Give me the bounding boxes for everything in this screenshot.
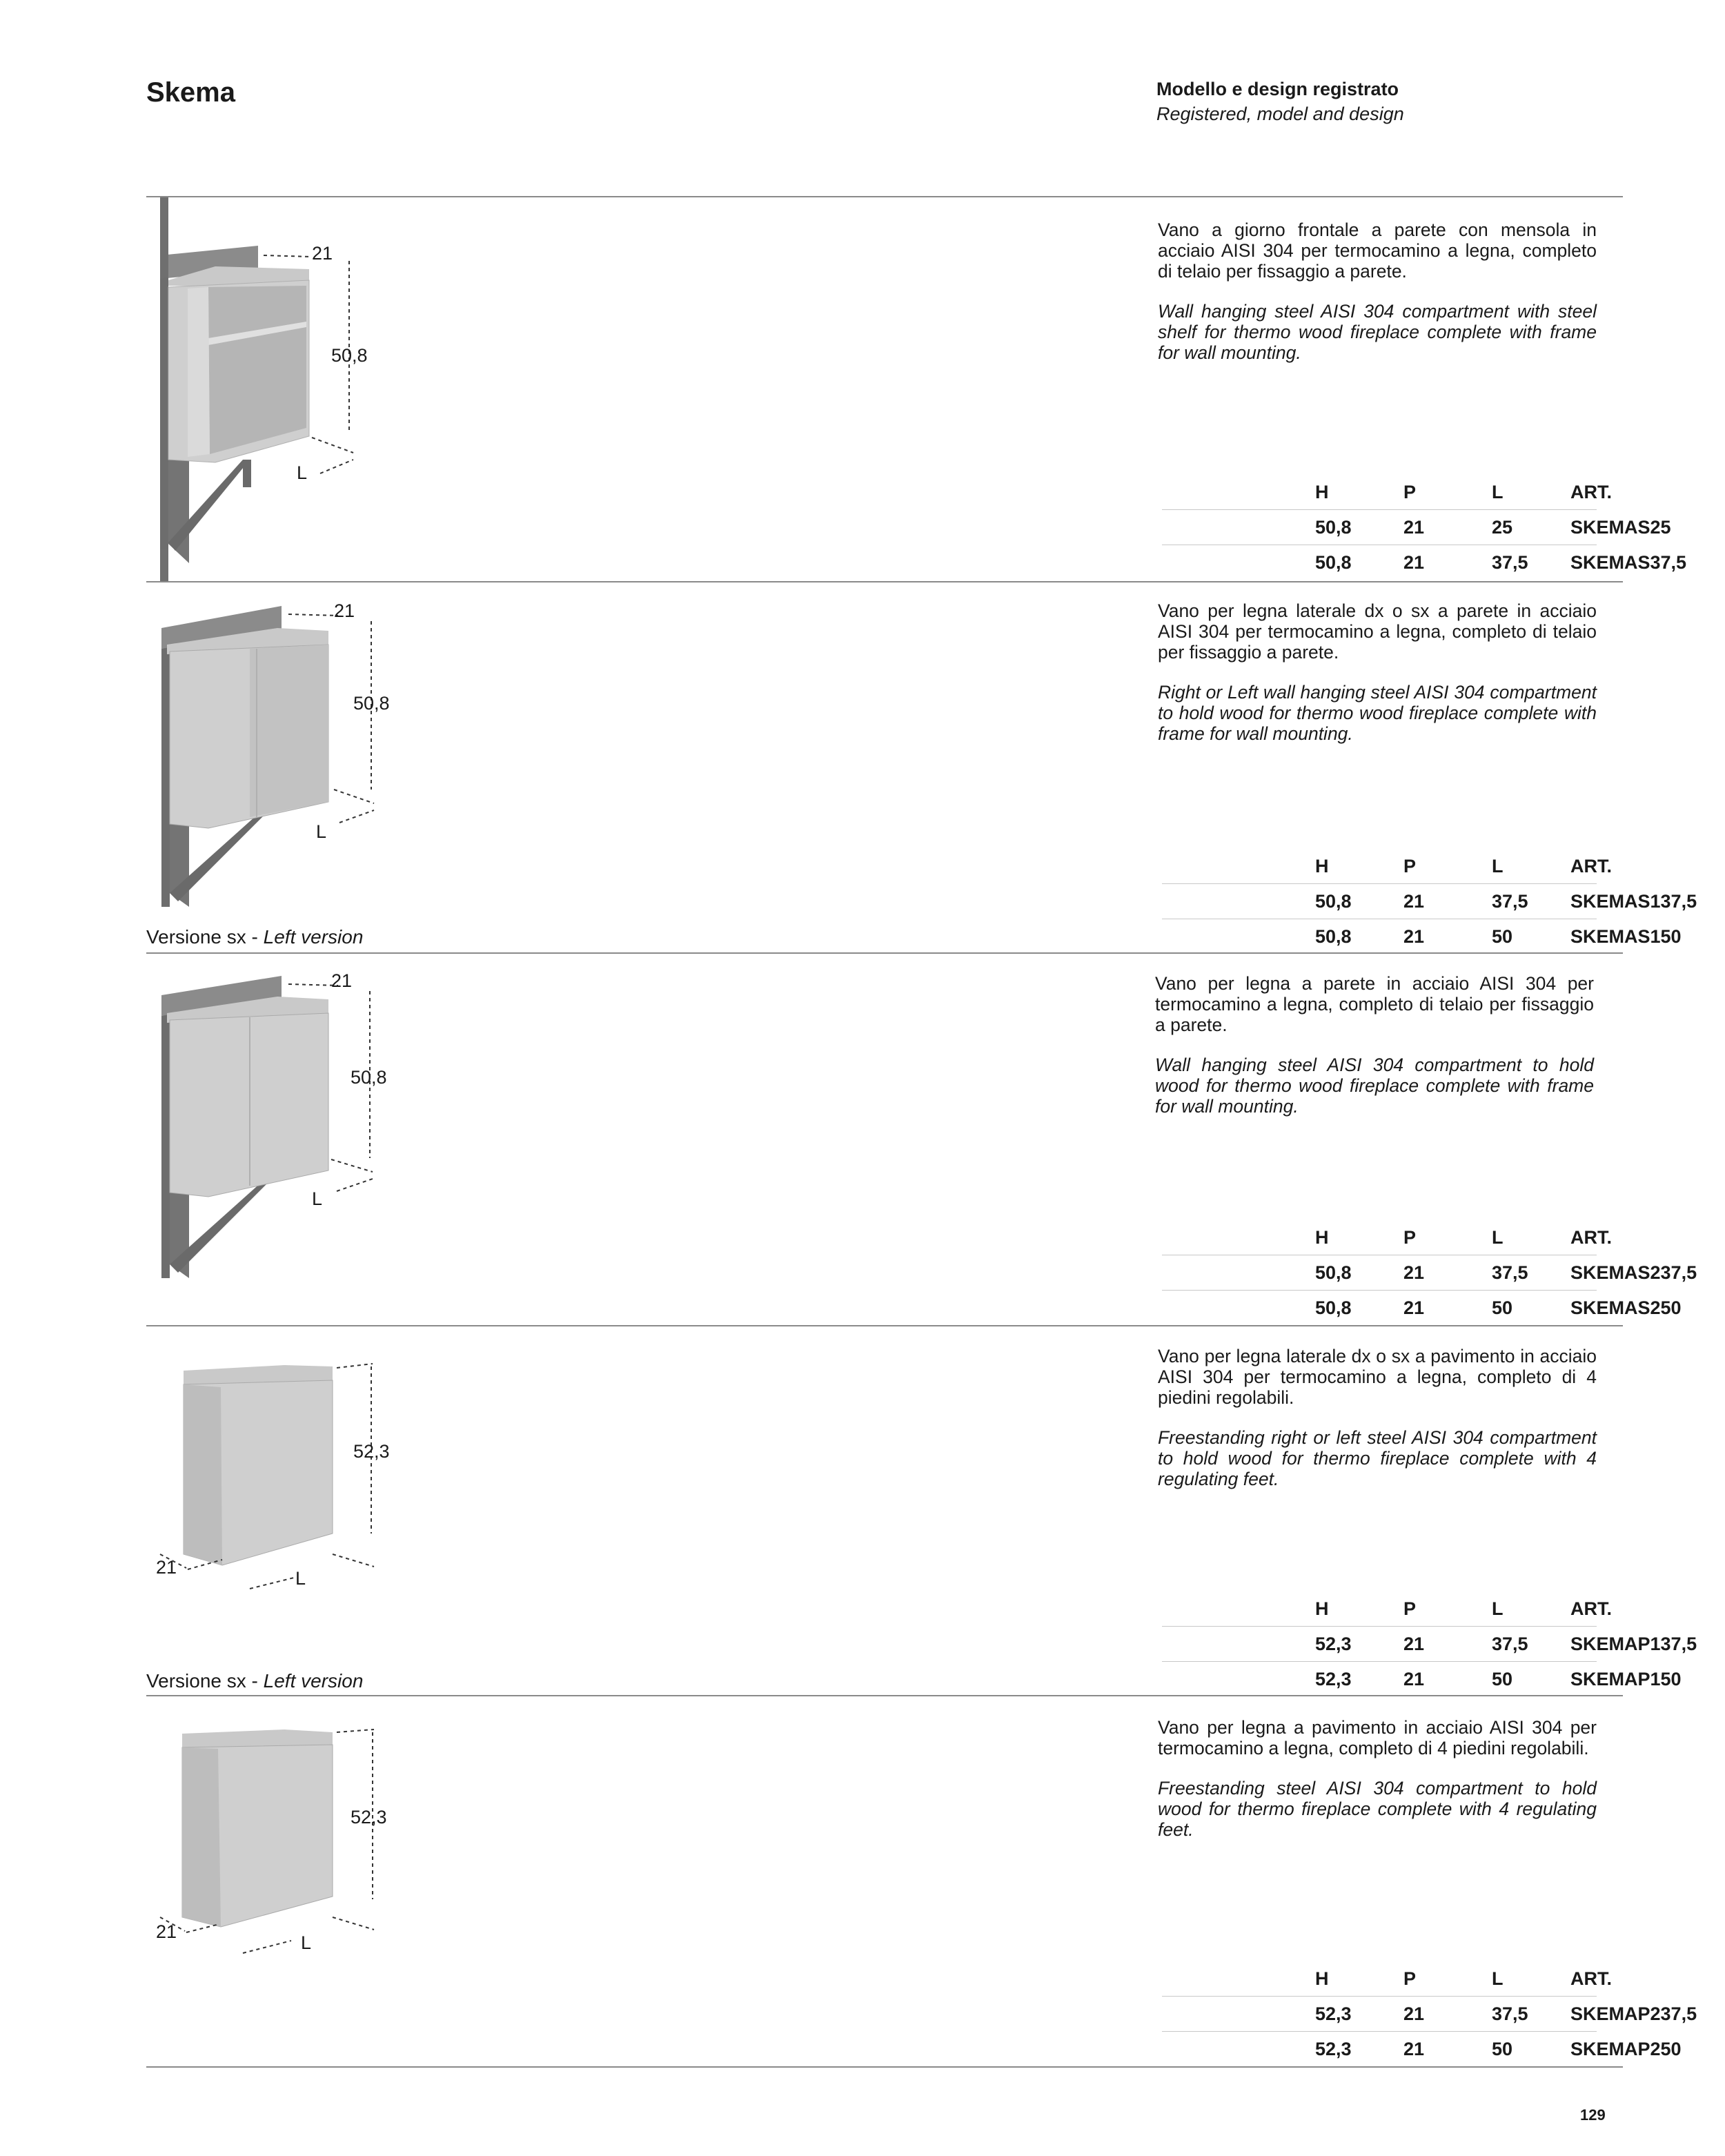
table-row — [1162, 884, 1697, 919]
table-cell: 52,3 — [1315, 2003, 1352, 2024]
table-cell: L — [1492, 1968, 1504, 1989]
table-cell: 25 — [1492, 517, 1513, 538]
table-cell: P — [1403, 1227, 1417, 1248]
page-number: 129 — [1580, 2106, 1606, 2124]
table-cell: SKEMAP137,5 — [1570, 1634, 1697, 1654]
dim-width: L — [312, 1188, 323, 1209]
spec-table — [1162, 1220, 1697, 1325]
table-cell: 37,5 — [1492, 2003, 1528, 2024]
table-cell: 21 — [1403, 1669, 1425, 1689]
product-section-2 — [146, 582, 1697, 952]
table-row — [1162, 1255, 1697, 1291]
registered-label-en: Registered, model and design — [1156, 104, 1404, 124]
table-cell: SKEMAS237,5 — [1570, 1262, 1697, 1283]
version-note — [146, 926, 363, 948]
divider — [146, 2066, 1623, 2068]
dim-width: L — [295, 1568, 306, 1589]
table-cell: L — [1492, 482, 1504, 502]
text-en: Freestanding right or left steel AISI 304 compartment to hold wood for thermo fireplace complete with 4 regulating feet. — [1158, 1427, 1597, 1489]
table-cell: ART. — [1570, 856, 1612, 876]
table-cell: ART. — [1570, 482, 1612, 502]
table-cell: P — [1403, 1598, 1417, 1619]
table-cell: 50 — [1492, 1297, 1513, 1318]
table-cell: 50 — [1492, 926, 1513, 947]
text-it: Vano per legna a parete in acciaio AISI 304 per termocamino a legna, completo di telaio per fissaggio a parete. — [1155, 973, 1594, 1035]
table-cell: 21 — [1403, 2039, 1425, 2059]
product-section-1 — [146, 197, 1687, 581]
table-cell: 21 — [1403, 1262, 1425, 1283]
table-row — [1162, 849, 1612, 884]
table-cell: 50 — [1492, 1669, 1513, 1689]
table-row — [1162, 1961, 1612, 1997]
table-cell: L — [1492, 856, 1504, 876]
text-it: Vano per legna laterale dx o sx a parete in acciaio AISI 304 per termocamino a legna, completo di telaio per fissaggio a parete. — [1158, 600, 1597, 663]
product-section-4 — [146, 1326, 1697, 1695]
table-cell: 21 — [1403, 926, 1425, 947]
table-cell: 50,8 — [1315, 1297, 1352, 1318]
text-en: Left version — [263, 926, 364, 948]
table-cell: L — [1492, 1227, 1504, 1248]
table-cell: 37,5 — [1492, 552, 1528, 573]
table-cell: ART. — [1570, 1227, 1612, 1248]
spec-header-row — [1162, 475, 1612, 510]
text-en: Left version — [263, 1670, 364, 1692]
table-cell: H — [1315, 1968, 1329, 1989]
table-cell: 50,8 — [1315, 1262, 1352, 1283]
spec-table — [1162, 475, 1687, 580]
spec-table — [1162, 1591, 1697, 1696]
table-cell: H — [1315, 856, 1329, 876]
product-description — [1158, 1346, 1597, 1489]
text-it: Versione sx - — [146, 1670, 264, 1692]
table-cell: 21 — [1403, 1297, 1425, 1318]
dim-height: 52,3 — [351, 1807, 387, 1827]
table-cell: SKEMAS150 — [1570, 926, 1682, 947]
table-cell: H — [1315, 1227, 1329, 1248]
table-cell: H — [1315, 482, 1329, 502]
table-cell: 21 — [1403, 2003, 1425, 2024]
table-cell: 21 — [1403, 891, 1425, 912]
table-cell: 21 — [1403, 552, 1425, 573]
table-cell: SKEMAP237,5 — [1570, 2003, 1697, 2024]
table-row — [1162, 1662, 1682, 1696]
table-cell: L — [1492, 1598, 1504, 1619]
spec-table — [1162, 849, 1697, 954]
table-cell: 37,5 — [1492, 1634, 1528, 1654]
table-row — [1162, 1997, 1697, 2032]
table-cell: 21 — [1403, 517, 1425, 538]
dim-height: 50,8 — [353, 693, 390, 714]
dim-width: L — [297, 462, 308, 483]
product-description — [1158, 1717, 1597, 1840]
description-en: Wall hanging steel AISI 304 compartment with steel shelf for thermo wood fireplace complete with frame for wall mounting. — [1158, 301, 1597, 363]
dim-width: L — [316, 821, 327, 842]
dim-depth: 21 — [331, 970, 353, 991]
product-drawing-wall-box — [146, 954, 560, 1325]
page-title: Skema — [146, 77, 235, 108]
table-cell: SKEMAS250 — [1570, 1297, 1682, 1318]
dim-depth: 21 — [334, 600, 355, 621]
table-row — [1162, 2032, 1682, 2066]
text-it: Vano per legna a pavimento in acciaio AISI 304 per termocamino a legna, completo di 4 piedini regolabili. — [1158, 1717, 1597, 1758]
table-row — [1162, 919, 1682, 954]
product-section-5 — [146, 1696, 1697, 2066]
table-cell: 50,8 — [1315, 552, 1352, 573]
product-description — [1155, 973, 1594, 1117]
table-row — [1162, 1627, 1697, 1662]
table-cell: 37,5 — [1492, 891, 1528, 912]
dim-width: L — [301, 1932, 312, 1953]
table-cell: ART. — [1570, 1598, 1612, 1619]
table-cell: 50,8 — [1315, 891, 1352, 912]
table-cell: 21 — [1403, 1634, 1425, 1654]
dim-depth: 21 — [312, 243, 333, 264]
registered-label-it: Modello e design registrato — [1156, 79, 1399, 99]
table-cell: H — [1315, 1598, 1329, 1619]
text-en: Right or Left wall hanging steel AISI 304 compartment to hold wood for thermo wood fireplace complete with frame for wall mounting. — [1158, 682, 1597, 744]
text-it: Vano per legna laterale dx o sx a pavimento in acciaio AISI 304 per termocamino a legna, completo di 4 piedini regolabili. — [1158, 1346, 1597, 1408]
table-cell: 52,3 — [1315, 1634, 1352, 1654]
text-en: Freestanding steel AISI 304 compartment to hold wood for thermo fireplace complete with 4 regulating feet. — [1158, 1778, 1597, 1840]
table-row — [1162, 545, 1687, 580]
table-cell: 50 — [1492, 2039, 1513, 2059]
dim-depth: 21 — [156, 1921, 177, 1942]
text-en: Wall hanging steel AISI 304 compartment to hold wood for thermo wood fireplace complete with frame for wall mounting. — [1155, 1055, 1594, 1117]
table-cell: P — [1403, 482, 1417, 502]
product-description — [1158, 600, 1597, 744]
product-drawing-floor-side — [146, 1326, 560, 1695]
product-drawing-wall-open-shelf — [146, 197, 560, 581]
table-cell: 52,3 — [1315, 2039, 1352, 2059]
table-cell: SKEMAP250 — [1570, 2039, 1682, 2059]
table-cell: ART. — [1570, 1968, 1612, 1989]
dim-depth: 21 — [156, 1557, 177, 1578]
table-cell: 37,5 — [1492, 1262, 1528, 1283]
table-cell: P — [1403, 1968, 1417, 1989]
description-it: Vano a giorno frontale a parete con mensola in acciaio AISI 304 per termocamino a legna, completo di telaio per fissaggio a parete. — [1158, 219, 1597, 282]
dim-height: 52,3 — [353, 1441, 390, 1462]
product-description — [1158, 219, 1597, 363]
table-cell: SKEMAS37,5 — [1570, 552, 1687, 573]
dim-height: 50,8 — [351, 1067, 387, 1088]
table-row — [1162, 1220, 1612, 1255]
spec-table — [1162, 1961, 1697, 2066]
table-cell: 50,8 — [1315, 517, 1352, 538]
table-cell: SKEMAS137,5 — [1570, 891, 1697, 912]
table-row — [1162, 1291, 1682, 1325]
table-cell: SKEMAS25 — [1570, 517, 1671, 538]
table-cell: 50,8 — [1315, 926, 1352, 947]
table-row — [1162, 510, 1671, 545]
table-cell: P — [1403, 856, 1417, 876]
product-drawing-floor-box — [146, 1696, 560, 2066]
table-row — [1162, 1591, 1612, 1627]
table-cell: SKEMAP150 — [1570, 1669, 1682, 1689]
text-it: Versione sx - — [146, 926, 264, 948]
product-drawing-wall-side — [146, 582, 560, 952]
version-note — [146, 1670, 363, 1692]
product-section-3 — [146, 954, 1697, 1325]
table-cell: 52,3 — [1315, 1669, 1352, 1689]
dim-height: 50,8 — [331, 345, 368, 366]
